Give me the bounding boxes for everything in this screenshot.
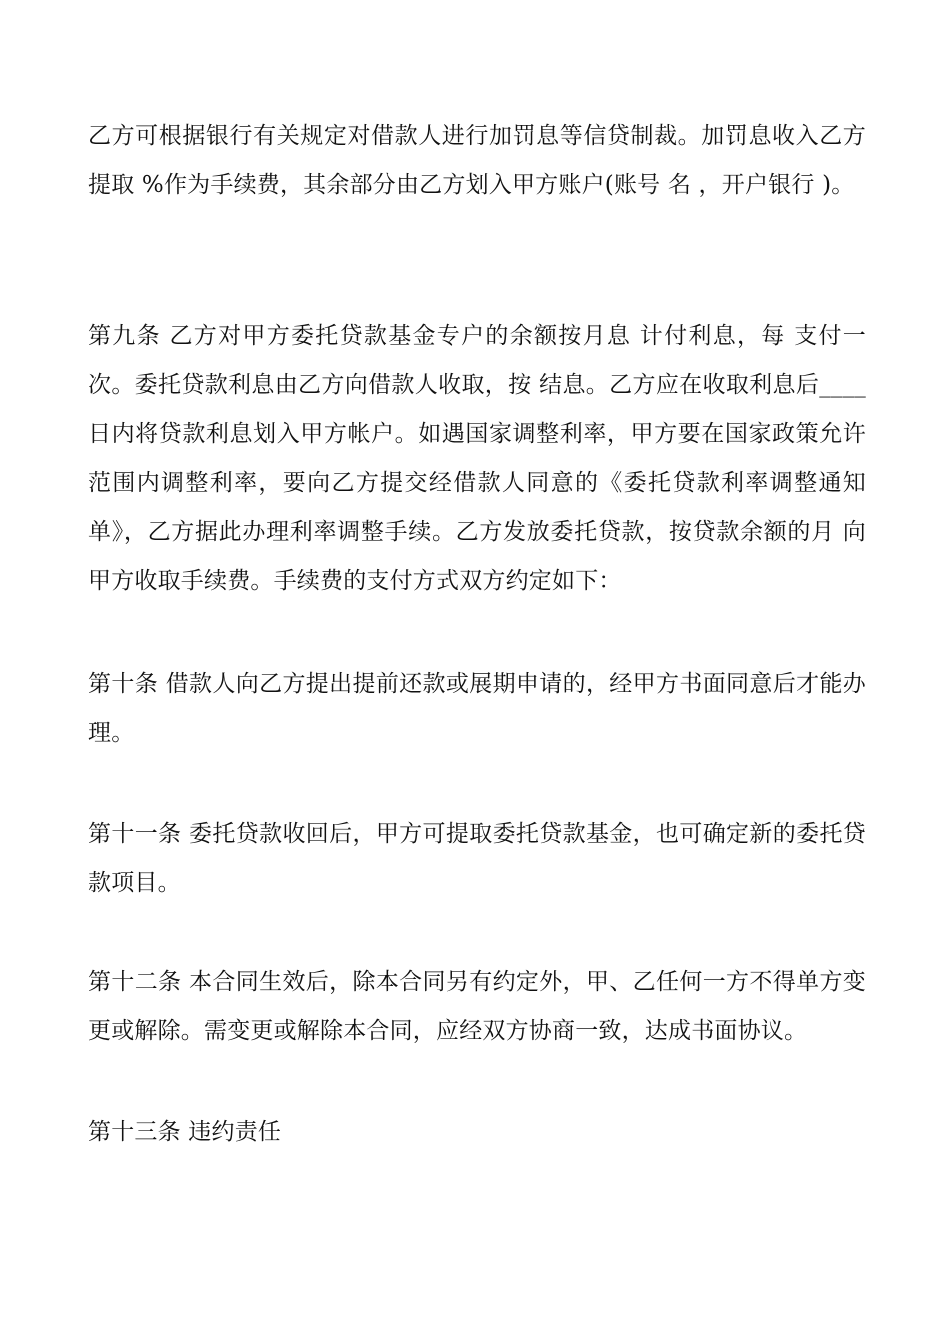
paragraph-article-9: 第九条 乙方对甲方委托贷款基金专户的余额按月息 计付利息，每 支付一次。委托贷款利息由乙方向借款人收取，按 结息。乙方应在收取利息后____日内将贷款利息划入甲方帐户。如遇国家调整利率，甲方要在国家政策允许范围内调整利率，要向乙方提交经借款人同意的《委托贷款利率调整通知单》，乙方据此办理利率调整手续。乙方发放委托贷款，按贷款余额的月 向甲方收取手续费。手续费的支付方式双方约定如下：	[88, 323, 866, 594]
paragraph-article-11: 第十一条 委托贷款收回后，甲方可提取委托贷款基金，也可确定新的委托贷款项目。	[88, 821, 866, 896]
paragraph-article-13-heading: 第十三条 违约责任	[88, 1119, 282, 1145]
paragraph-penalty-interest: 乙方可根据银行有关规定对借款人进行加罚息等信贷制裁。加罚息收入乙方提取 %作为手续费，其余部分由乙方划入甲方账户(账号 名 ，开户银行 )。	[88, 123, 866, 198]
paragraph-article-10: 第十条 借款人向乙方提出提前还款或展期申请的，经甲方书面同意后才能办理。	[88, 671, 866, 746]
paragraph-article-12: 第十二条 本合同生效后，除本合同另有约定外，甲、乙任何一方不得单方变更或解除。需变更或解除本合同，应经双方协商一致，达成书面协议。	[88, 969, 866, 1044]
